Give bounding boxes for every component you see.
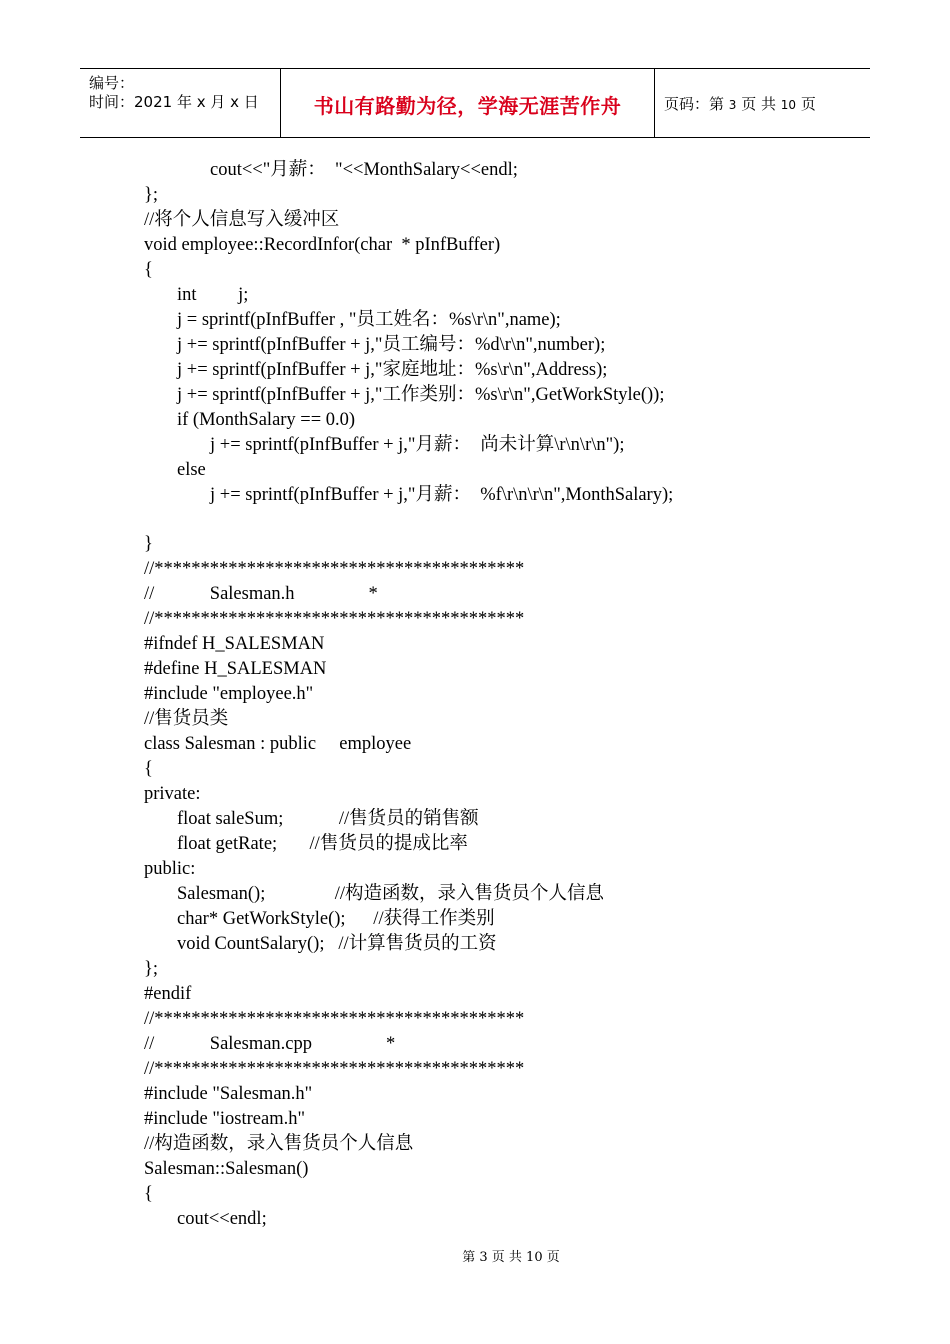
header-page-cell: [655, 69, 870, 137]
code-line: //构造函数，录入售货员个人信息: [144, 1134, 414, 1154]
code-line: #define H_SALESMAN: [144, 659, 327, 679]
code-line: cout<<endl;: [177, 1209, 267, 1229]
code-line: // Salesman.cpp *: [144, 1034, 396, 1054]
page-code-prefix: 页码：第: [664, 95, 725, 113]
header-motto: 书山有路勤为径，学海无涯苦作舟: [313, 94, 622, 118]
code-line: cout<<"月薪： "<<MonthSalary<<endl;: [210, 160, 518, 180]
page-header: [80, 68, 870, 138]
header-page-code: [664, 93, 816, 114]
code-line: char* GetWorkStyle(); //获得工作类别: [177, 909, 495, 929]
code-line: {: [144, 260, 153, 280]
code-line: //售货员类: [144, 709, 229, 729]
code-line: Salesman(); //构造函数，录入售货员个人信息: [177, 884, 605, 904]
page-current: 3: [728, 98, 737, 112]
code-line: Salesman::Salesman(): [144, 1159, 309, 1179]
code-line: if (MonthSalary == 0.0): [177, 410, 356, 430]
page-total: 10: [780, 98, 797, 112]
code-line: j += sprintf(pInfBuffer + j,"月薪： %f\r\n\r\n",MonthSalary);: [210, 485, 674, 505]
code-line: //****************************************: [144, 609, 525, 629]
code-line: //****************************************: [144, 559, 525, 579]
code-line: #include "employee.h": [144, 684, 314, 704]
code-line: j += sprintf(pInfBuffer + j,"工作类别：%s\r\n",GetWorkStyle());: [177, 385, 665, 405]
code-line: public:: [144, 859, 196, 879]
code-line: #include "iostream.h": [144, 1109, 306, 1129]
code-line: float getRate; //售货员的提成比率: [177, 834, 468, 854]
code-line: class Salesman : public employee: [144, 734, 412, 754]
code-line: void CountSalary(); //计算售货员的工资: [177, 934, 497, 954]
header-motto-cell: [281, 69, 655, 137]
code-line: else: [177, 460, 206, 480]
code-line: //****************************************: [144, 1059, 525, 1079]
code-line: int j;: [177, 285, 249, 305]
code-line: #include "Salesman.h": [144, 1084, 313, 1104]
code-line: {: [144, 759, 153, 779]
page-code-mid: 页 共: [741, 95, 776, 113]
code-line: private:: [144, 784, 201, 804]
page-footer: 第 3 页 共 10 页: [462, 1250, 560, 1265]
code-line: //****************************************: [144, 1009, 525, 1029]
code-line: };: [144, 185, 159, 205]
code-line: void employee::RecordInfor(char * pInfBuffer): [144, 235, 501, 255]
document-number-label: 编号：: [89, 74, 135, 92]
code-line: };: [144, 959, 159, 979]
code-line: j += sprintf(pInfBuffer + j,"月薪： 尚未计算\r\n\r\n");: [210, 435, 625, 455]
code-line: // Salesman.h *: [144, 584, 378, 604]
code-line: j = sprintf(pInfBuffer , "员工姓名：%s\r\n",name);: [177, 310, 561, 330]
code-line: j += sprintf(pInfBuffer + j,"家庭地址：%s\r\n",Address);: [177, 360, 608, 380]
page-code-suffix: 页: [800, 95, 816, 113]
document-time-label: 时间：2021 年 x 月 x 日: [89, 93, 259, 111]
header-meta-cell: [80, 69, 281, 137]
code-line: }: [144, 534, 153, 554]
code-line: j += sprintf(pInfBuffer + j,"员工编号：%d\r\n",number);: [177, 335, 606, 355]
code-line: //将个人信息写入缓冲区: [144, 210, 340, 230]
code-line: float saleSum; //售货员的销售额: [177, 809, 479, 829]
code-line: #endif: [144, 984, 192, 1004]
code-line: #ifndef H_SALESMAN: [144, 634, 325, 654]
code-line: {: [144, 1184, 153, 1204]
